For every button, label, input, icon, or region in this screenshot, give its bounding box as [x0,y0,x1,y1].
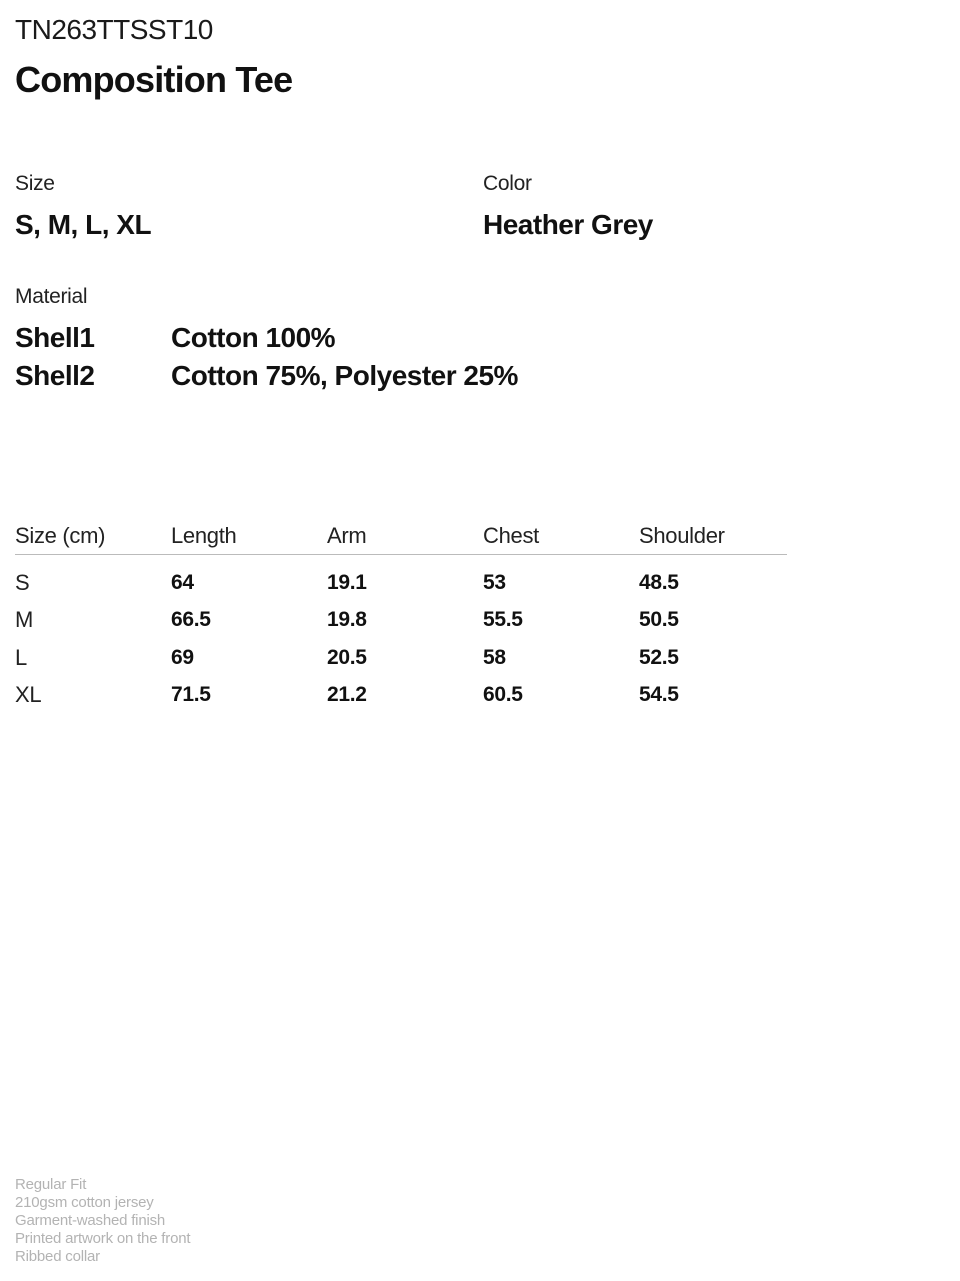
material-label: Material [15,285,88,308]
note-item: Printed artwork on the front [15,1230,191,1247]
size-table-header [15,520,787,555]
material-shell-value: Cotton 100% [171,322,336,353]
header-arm: Arm [327,523,367,548]
row-shoulder: 52.5 [639,645,679,669]
row-size: XL [15,682,42,708]
header-shoulder: Shoulder [639,523,725,548]
row-length: 64 [171,570,194,594]
product-code: TN263TTSST10 [15,14,213,45]
color-label: Color [483,172,532,195]
header-chest: Chest [483,523,539,548]
material-row [15,320,335,356]
row-chest: 55.5 [483,608,523,632]
row-size: M [15,607,34,633]
material-row [15,358,518,394]
size-table-body [15,555,787,714]
header-length: Length [171,523,237,548]
row-length: 71.5 [171,683,211,707]
size-table [15,520,787,714]
product-title: Composition Tee [15,59,293,100]
material-shell-name: Shell2 [15,360,95,391]
note-item: Garment-washed finish [15,1212,166,1229]
row-chest: 58 [483,645,506,669]
row-size: L [15,644,27,670]
row-arm: 19.8 [327,608,367,632]
row-length: 66.5 [171,608,211,632]
row-shoulder: 48.5 [639,570,679,594]
row-arm: 21.2 [327,683,367,707]
row-arm: 20.5 [327,645,367,669]
row-shoulder: 50.5 [639,608,679,632]
row-shoulder: 54.5 [639,683,679,707]
note-item: Ribbed collar [15,1248,100,1265]
header-size: Size (cm) [15,523,106,548]
note-item: Regular Fit [15,1176,87,1193]
row-length: 69 [171,645,194,669]
table-row [15,564,787,602]
size-value: S, M, L, XL [15,209,152,240]
row-chest: 60.5 [483,683,523,707]
material-shell-value: Cotton 75%, Polyester 25% [171,360,518,391]
table-row [15,639,787,677]
row-arm: 19.1 [327,570,367,594]
material-shell-name: Shell1 [15,322,95,353]
size-label: Size [15,172,55,195]
color-value: Heather Grey [483,209,653,240]
product-notes [15,1176,190,1266]
note-item: 210gsm cotton jersey [15,1194,154,1211]
row-chest: 53 [483,570,506,594]
table-row [15,677,787,715]
row-size: S [15,569,30,595]
table-row [15,602,787,640]
